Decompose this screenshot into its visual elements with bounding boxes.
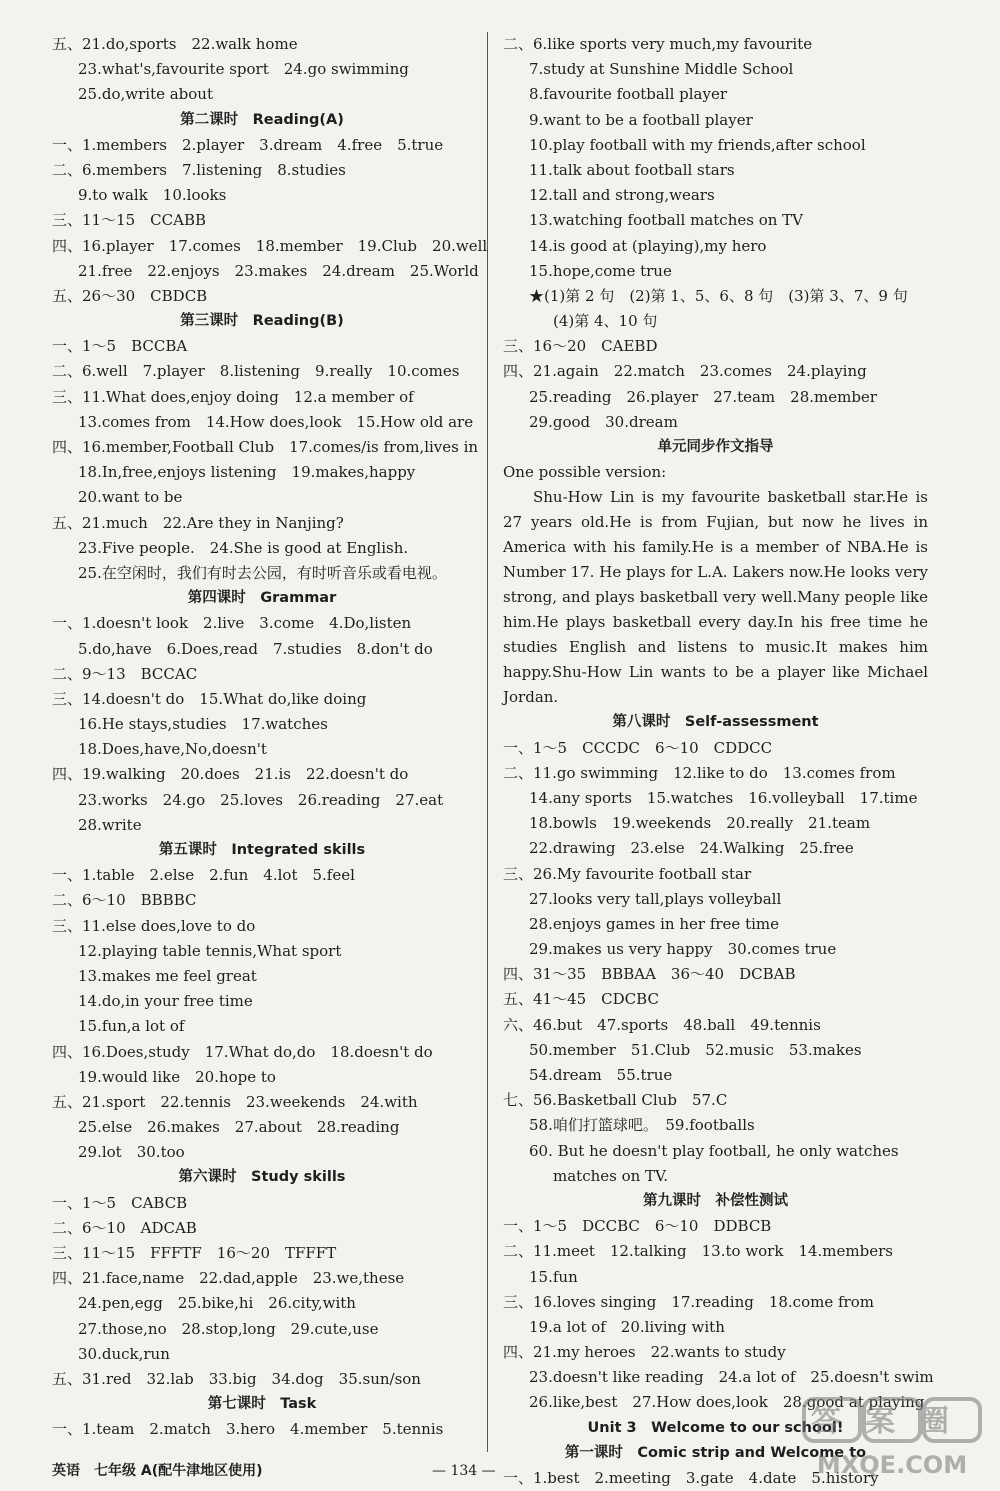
answer-line: 三、26.My favourite football star	[503, 864, 752, 883]
answer-line: 29.makes us very happy 30.comes true	[529, 940, 837, 959]
column-divider	[487, 32, 488, 1452]
answer-line: 15.fun,a lot of	[78, 1017, 185, 1036]
answer-line: 13.makes me feel great	[78, 966, 257, 985]
answer-line: 14.any sports 15.watches 16.volleyball 17.time	[529, 788, 918, 807]
answer-line: 28.write	[78, 815, 142, 834]
answer-line: 12.playing table tennis,What sport	[78, 941, 342, 960]
section-heading: 第四课时 Grammar	[187, 590, 337, 607]
answer-line: 一、1.table 2.else 2.fun 4.lot 5.feel	[52, 866, 355, 885]
answer-line: 五、21.sport 22.tennis 23.weekends 24.with	[52, 1092, 418, 1111]
answer-line: 四、21.again 22.match 23.comes 24.playing	[503, 362, 867, 381]
answer-line: 四、16.player 17.comes 18.member 19.Club 20.well	[52, 236, 488, 255]
answer-line: 16.He stays,studies 17.watches	[78, 715, 328, 734]
section-heading: Unit 3 Welcome to our school!	[587, 1419, 844, 1436]
answer-line: 18.bowls 19.weekends 20.really 21.team	[529, 814, 871, 833]
answer-line: 9.want to be a football player	[529, 110, 753, 129]
answer-line: 21.free 22.enjoys 23.makes 24.dream 25.World	[78, 261, 479, 280]
answer-line: 27.looks very tall,plays volleyball	[529, 889, 782, 908]
answer-line: matches on TV.	[553, 1166, 669, 1185]
answer-line: ★(1)第 2 句 (2)第 1、5、6、8 句 (3)第 3、7、9 句	[529, 286, 908, 305]
answer-line: 14.is good at (playing),my hero	[529, 236, 767, 255]
answer-line: 一、1～5 BCCBA	[52, 337, 188, 356]
answer-line: 四、19.walking 20.does 21.is 22.doesn't do	[52, 765, 409, 784]
answer-line: 24.pen,egg 25.bike,hi 26.city,with	[78, 1294, 356, 1313]
answer-line: 一、1～5 DCCBC 6～10 DDBCB	[503, 1217, 772, 1236]
answer-line: 二、6.members 7.listening 8.studies	[52, 160, 346, 179]
section-heading: 第八课时 Self-assessment	[612, 714, 819, 731]
answer-line: 二、6～10 BBBBC	[52, 891, 197, 910]
answer-line: 19.a lot of 20.living with	[529, 1317, 725, 1336]
watermark-text: 答案圈	[811, 1404, 973, 1439]
answer-line: 二、6.well 7.player 8.listening 9.really 10.comes	[52, 362, 460, 381]
answer-line: 五、31.red 32.lab 33.big 34.dog 35.sun/son	[52, 1369, 421, 1388]
answer-line: 三、11.What does,enjoy doing 12.a member of	[52, 387, 414, 406]
model-essay	[503, 485, 928, 710]
answer-line: 11.talk about football stars	[529, 160, 735, 179]
answer-line: 一、1.team 2.match 3.hero 4.member 5.tennis	[52, 1420, 444, 1439]
answer-line: 22.drawing 23.else 24.Walking 25.free	[529, 839, 854, 858]
answer-line: 三、16.loves singing 17.reading 18.come from	[503, 1292, 874, 1311]
footer-book-title: 英语 七年级 A(配牛津地区使用)	[52, 1463, 263, 1479]
answer-line: 10.play football with my friends,after school	[529, 135, 866, 154]
answer-line: 三、14.doesn't do 15.What do,like doing	[52, 689, 367, 708]
section-heading: 单元同步作文指导	[657, 439, 774, 455]
answer-line: 七、56.Basketball Club 57.C	[503, 1091, 728, 1110]
answer-line: 五、21.do,sports 22.walk home	[52, 35, 298, 53]
answer-line: 五、26～30 CBDCB	[52, 286, 208, 305]
answer-line: 五、41～45 CDCBC	[503, 990, 659, 1009]
answer-line: 50.member 51.Club 52.music 53.makes	[529, 1040, 862, 1059]
answer-line: 六、46.but 47.sports 48.ball 49.tennis	[503, 1015, 821, 1034]
answer-line: 23.what's,favourite sport 24.go swimming	[78, 60, 409, 79]
answer-line: One possible version:	[503, 463, 667, 482]
right-column	[503, 32, 934, 1491]
answer-line: 四、31～35 BBBAA 36～40 DCBAB	[503, 965, 796, 984]
answer-line: 25.do,write about	[78, 85, 213, 104]
answer-line: 28.enjoys games in her free time	[529, 914, 779, 933]
answer-line: 7.study at Sunshine Middle School	[529, 60, 794, 79]
page-number: — 134 —	[432, 1463, 496, 1479]
answer-line: 一、1～5 CABCB	[52, 1193, 188, 1212]
answer-line: 29.lot 30.too	[78, 1143, 185, 1162]
right-top-answers	[503, 32, 928, 485]
answer-line: 13.watching football matches on TV	[529, 211, 803, 230]
right-bottom-answers	[503, 710, 934, 1491]
answer-line: 15.fun	[529, 1267, 578, 1286]
answer-line: 二、6.like sports very much,my favourite	[503, 35, 813, 53]
answer-line: 9.to walk 10.looks	[78, 186, 227, 205]
answer-line: 58.咱们打篮球吧。 59.footballs	[529, 1116, 755, 1135]
watermark-url: MXQE.COM	[816, 1451, 968, 1479]
answer-line: 18.In,free,enjoys listening 19.makes,happy	[78, 463, 416, 482]
section-heading: 第一课时 Comic strip and Welcome to	[564, 1444, 867, 1461]
answer-line: 五、21.much 22.Are they in Nanjing?	[52, 513, 344, 532]
answer-line: 30.duck,run	[78, 1344, 170, 1363]
answer-line: 8.favourite football player	[529, 85, 728, 104]
answer-line: 12.tall and strong,wears	[529, 186, 715, 205]
answer-line: 四、16.Does,study 17.What do,do 18.doesn't do	[52, 1042, 433, 1061]
section-heading: 第六课时 Study skills	[178, 1169, 346, 1186]
answer-line: 15.hope,come true	[529, 261, 672, 280]
answer-line: 四、21.face,name 22.dad,apple 23.we,these	[52, 1269, 405, 1288]
answer-line: 23.doesn't like reading 24.a lot of 25.doesn't swim	[529, 1368, 934, 1387]
answer-line: 27.those,no 28.stop,long 29.cute,use	[78, 1319, 379, 1338]
section-heading: 第三课时 Reading(B)	[180, 313, 344, 330]
answer-line: 二、6～10 ADCAB	[52, 1218, 197, 1237]
answer-line: 25.else 26.makes 27.about 28.reading	[78, 1118, 400, 1137]
answer-line: 四、21.my heroes 22.wants to study	[503, 1343, 786, 1362]
answer-line: 60. But he doesn't play football, he only watches	[529, 1141, 899, 1160]
answer-line: 二、11.meet 12.talking 13.to work 14.members	[503, 1242, 893, 1261]
answer-line: 三、11～15 FFFTF 16～20 TFFFT	[52, 1244, 337, 1262]
answer-line: 一、1.members 2.player 3.dream 4.free 5.true	[52, 135, 444, 154]
answer-line: 二、9～13 BCCAC	[52, 664, 198, 683]
left-column	[52, 32, 488, 1443]
answer-line: 25.在空闲时，我们有时去公园，有时听音乐或看电视。	[78, 563, 447, 582]
answer-line: 一、1.best 2.meeting 3.gate 4.date 5.history	[503, 1469, 879, 1487]
answer-line: 19.would like 20.hope to	[78, 1067, 276, 1086]
section-heading: 第七课时 Task	[207, 1396, 317, 1413]
answer-line: 三、11～15 CCABB	[52, 211, 207, 230]
answer-line: 23.works 24.go 25.loves 26.reading 27.eat	[78, 790, 444, 809]
answer-line: 三、11.else does,love to do	[52, 916, 256, 935]
answer-line: (4)第 4、10 句	[553, 312, 658, 331]
answer-line: 二、11.go swimming 12.like to do 13.comes from	[503, 763, 896, 782]
answer-line: 一、1.doesn't look 2.live 3.come 4.Do,listen	[52, 614, 412, 633]
answer-line: 29.good 30.dream	[529, 412, 678, 431]
answer-line: 23.Five people. 24.She is good at English.	[78, 538, 409, 557]
answer-line: 一、1～5 CCCDC 6～10 CDDCC	[503, 738, 773, 757]
site-watermark-logo	[800, 1395, 985, 1481]
section-heading: 第五课时 Integrated skills	[158, 842, 366, 858]
answer-line: 20.want to be	[78, 488, 183, 507]
essay-paragraph: Shu-How Lin is my favourite basketball star.He is 27 years old.He is from Fujian, but now he lives in America with his family.He is a member of NBA.He is Number 17. He plays for L.A. Lakers now.He looks very strong, and plays basketball very well.Many people like him.He plays basketball every day.In his free time he studies English and listens to music.It makes him happy.Shu-How Lin wants to be a player like Michael Jordan.	[503, 488, 928, 707]
answer-line: 14.do,in your free time	[78, 992, 253, 1011]
answer-line: 18.Does,have,No,doesn't	[78, 740, 267, 759]
answer-line: 26.like,best 27.How does,look 28.good at playing	[529, 1393, 925, 1412]
answer-line: 25.reading 26.player 27.team 28.member	[529, 387, 877, 406]
answer-line: 四、16.member,Football Club 17.comes/is from,lives in	[52, 438, 479, 456]
answer-line: 5.do,have 6.Does,read 7.studies 8.don't do	[78, 639, 433, 658]
section-heading: 第九课时 补偿性测试	[643, 1192, 788, 1209]
answer-line: 54.dream 55.true	[529, 1066, 673, 1084]
answer-line: 13.comes from 14.How does,look 15.How old are	[78, 412, 474, 431]
answer-line: 三、16～20 CAEBD	[503, 337, 658, 356]
section-heading: 第二课时 Reading(A)	[180, 111, 344, 128]
